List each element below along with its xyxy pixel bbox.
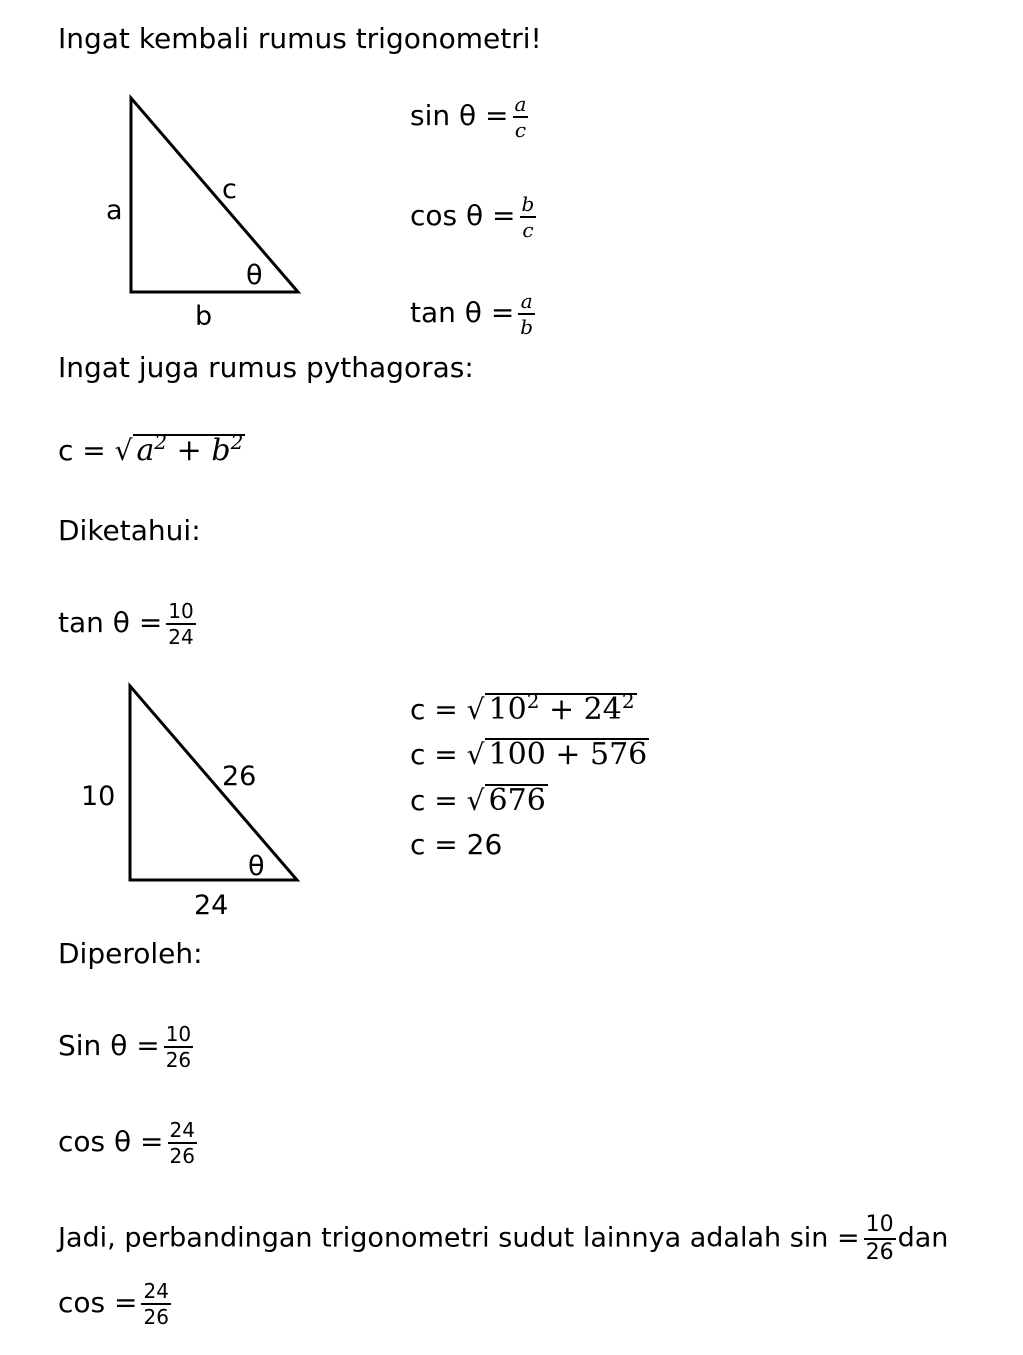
formula-cos [410,192,538,242]
triangle1-angle: θ [246,260,263,291]
calc-line-1-plus: + [539,692,584,727]
formula-sin [410,92,530,142]
calc-line-1-a: 10 [488,692,527,727]
formula-cos-den: c [522,218,534,242]
radicand-a-exp: 2 [154,430,168,454]
calc-line-1-b-exp: 2 [621,689,635,713]
known-tan [58,599,198,649]
pythagoras-radicand [133,430,246,468]
triangle1-side-b: b [195,301,213,332]
calc-line-1 [410,689,637,727]
calc-line-2-lhs: c = [410,738,458,771]
calc-line-3-radicand: 676 [485,784,548,816]
calc-line-3-lhs: c = [410,784,458,817]
calc-line-1-b: 24 [583,692,622,727]
formula-sin-lhs: sin θ = [410,99,509,132]
conclusion-sin-num: 10 [865,1212,894,1237]
pythagoras-formula [58,430,245,468]
calc-line-2-radicand: 100 + 576 [485,738,650,770]
result-heading: Diperoleh: [58,937,203,970]
calc-line-1-a-exp: 2 [526,689,540,713]
result-cos-lhs: cos θ = [58,1125,164,1158]
formula-sin-fraction [513,92,529,142]
conclusion-line-1 [58,1212,948,1266]
conclusion-line-2 [58,1279,173,1329]
triangle2-side-c: 26 [222,761,257,792]
formula-sin-den: c [514,118,527,142]
conclusion-cos-num: 24 [143,1279,169,1303]
triangle-general [131,98,298,292]
triangle2-angle: θ [248,851,265,882]
calc-line-3 [410,784,548,818]
result-cos-den: 26 [169,1144,195,1168]
conclusion-sin-fraction [864,1212,896,1266]
triangle1-side-a: a [106,195,123,226]
formula-tan [410,289,537,339]
triangle1-side-c: c [222,174,237,205]
pythagoras-lhs: c = [58,434,106,467]
conclusion-cos-fraction [141,1279,170,1329]
result-cos-fraction [168,1118,197,1168]
known-heading: Diketahui: [58,514,201,547]
sqrt-symbol: √ [114,434,133,467]
known-tan-den: 24 [168,625,194,649]
calc-line-4: c = 26 [410,828,503,861]
sqrt-symbol: √ [466,738,485,771]
radicand-b: b [211,433,231,468]
known-tan-lhs: tan θ = [58,606,163,639]
pythagoras-heading: Ingat juga rumus pythagoras: [58,351,474,384]
formula-cos-lhs: cos θ = [410,199,516,232]
result-sin-num: 10 [165,1022,192,1046]
calc-line-1-lhs: c = [410,693,458,726]
known-tan-fraction [166,599,195,649]
conclusion-cos-lhs: cos = [58,1286,138,1319]
result-cos-num: 24 [169,1118,195,1142]
triangle2-side-a: 10 [81,781,116,812]
conclusion-sin-den: 26 [865,1240,894,1265]
radicand-plus: + [167,433,212,468]
triangle2-side-b: 24 [194,890,229,921]
radicand-a: a [136,433,155,468]
conclusion-text: Jadi, perbandingan trigonometri sudut lainnya adalah sin = [58,1222,860,1254]
formula-tan-num: a [520,289,533,313]
known-tan-num: 10 [168,599,194,623]
formula-cos-num: b [521,192,535,216]
intro-heading: Ingat kembali rumus trigonometri! [58,22,542,55]
conclusion-cos-den: 26 [143,1305,169,1329]
formula-sin-num: a [514,92,527,116]
calc-line-1-radicand [485,689,637,727]
radicand-b-exp: 2 [230,430,244,454]
result-sin-lhs: Sin θ = [58,1029,160,1062]
formula-tan-fraction [518,289,535,339]
result-cos [58,1118,199,1168]
calc-line-2 [410,738,649,772]
conclusion-and: dan [897,1222,949,1254]
formula-cos-fraction [520,192,537,242]
result-sin-fraction [164,1022,193,1072]
formula-tan-den: b [520,315,534,339]
formula-tan-lhs: tan θ = [410,296,515,329]
result-sin-den: 26 [165,1048,192,1072]
sqrt-symbol: √ [466,784,485,817]
sqrt-symbol: √ [466,693,485,726]
triangle-specific [130,686,297,880]
result-sin [58,1022,195,1072]
